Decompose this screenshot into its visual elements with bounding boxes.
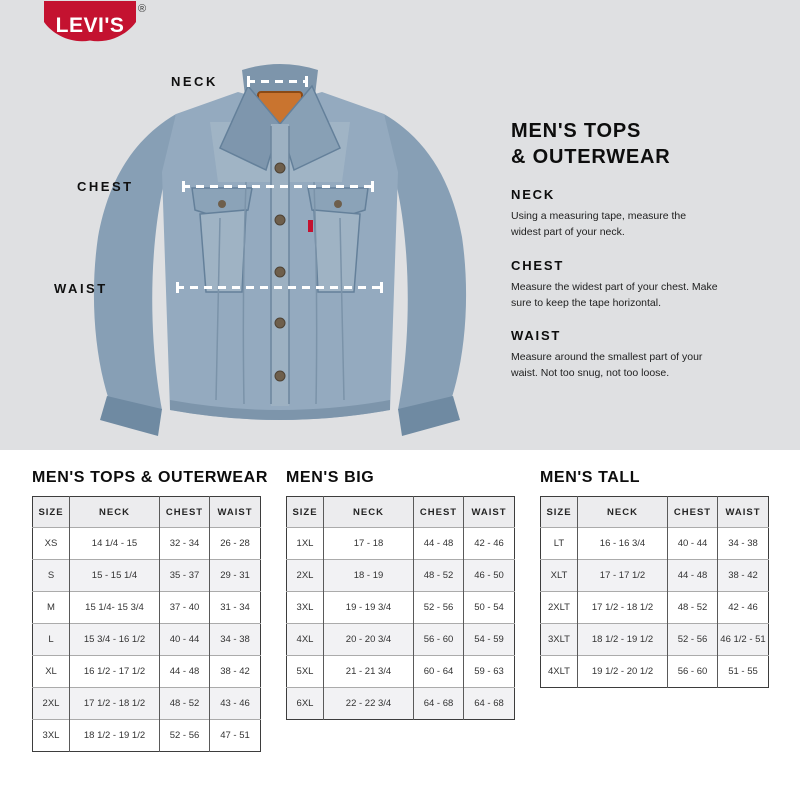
waist-measure-line bbox=[176, 286, 383, 289]
table-row bbox=[287, 656, 515, 688]
range-cell: 54 - 59 bbox=[464, 624, 515, 656]
size-chart-table bbox=[286, 496, 515, 720]
neck-instruction-text: widest part of your neck. bbox=[511, 226, 625, 239]
size-cell: 4XLT bbox=[541, 656, 578, 688]
column-header: CHEST bbox=[160, 497, 210, 528]
table-row bbox=[33, 624, 261, 656]
range-cell: 35 - 37 bbox=[160, 560, 210, 592]
range-cell: 52 - 56 bbox=[160, 720, 210, 752]
chest-instruction-text: Measure the widest part of your chest. Make bbox=[511, 280, 718, 293]
range-cell: 42 - 46 bbox=[464, 528, 515, 560]
chest-instruction-section bbox=[511, 258, 763, 312]
table-row bbox=[541, 656, 769, 688]
range-cell: 26 - 28 bbox=[210, 528, 261, 560]
range-cell: 34 - 38 bbox=[718, 528, 769, 560]
range-cell: 17 - 18 bbox=[324, 528, 414, 560]
range-cell: 40 - 44 bbox=[668, 528, 718, 560]
table-row bbox=[33, 560, 261, 592]
table-row bbox=[33, 656, 261, 688]
neck-instruction-heading: NECK bbox=[511, 187, 556, 202]
range-cell: 59 - 63 bbox=[464, 656, 515, 688]
column-header: SIZE bbox=[33, 497, 70, 528]
table-title: MEN'S BIG bbox=[286, 469, 375, 486]
column-header: WAIST bbox=[718, 497, 769, 528]
range-cell: 18 - 19 bbox=[324, 560, 414, 592]
size-cell: L bbox=[33, 624, 70, 656]
range-cell: 15 3/4 - 16 1/2 bbox=[70, 624, 160, 656]
header-row bbox=[541, 497, 769, 528]
range-cell: 34 - 38 bbox=[210, 624, 261, 656]
range-cell: 42 - 46 bbox=[718, 592, 769, 624]
range-cell: 46 - 50 bbox=[464, 560, 515, 592]
table-row bbox=[287, 528, 515, 560]
size-table-big bbox=[286, 469, 515, 720]
range-cell: 50 - 54 bbox=[464, 592, 515, 624]
header-row bbox=[33, 497, 261, 528]
instructions-title-line1: MEN'S TOPS bbox=[511, 120, 642, 142]
range-cell: 48 - 52 bbox=[668, 592, 718, 624]
size-cell: 4XL bbox=[287, 624, 324, 656]
instructions-title bbox=[511, 118, 763, 170]
table-row bbox=[287, 592, 515, 624]
column-header: CHEST bbox=[668, 497, 718, 528]
range-cell: 47 - 51 bbox=[210, 720, 261, 752]
size-cell: 5XL bbox=[287, 656, 324, 688]
range-cell: 43 - 46 bbox=[210, 688, 261, 720]
measuring-instructions bbox=[511, 118, 763, 382]
range-cell: 60 - 64 bbox=[414, 656, 464, 688]
waist-measure-label: WAIST bbox=[54, 281, 108, 296]
range-cell: 56 - 60 bbox=[414, 624, 464, 656]
size-cell: S bbox=[33, 560, 70, 592]
size-cell: 3XL bbox=[33, 720, 70, 752]
table-title: MEN'S TOPS & OUTERWEAR bbox=[32, 469, 268, 486]
range-cell: 15 1/4- 15 3/4 bbox=[70, 592, 160, 624]
waist-instruction-text: Measure around the smallest part of your bbox=[511, 351, 703, 364]
neck-measure-label: NECK bbox=[171, 74, 218, 89]
size-cell: 2XLT bbox=[541, 592, 578, 624]
range-cell: 44 - 48 bbox=[160, 656, 210, 688]
column-header: NECK bbox=[578, 497, 668, 528]
range-cell: 15 - 15 1/4 bbox=[70, 560, 160, 592]
chest-instruction-text: sure to keep the tape horizontal. bbox=[511, 296, 662, 309]
range-cell: 19 1/2 - 20 1/2 bbox=[578, 656, 668, 688]
range-cell: 14 1/4 - 15 bbox=[70, 528, 160, 560]
table-row bbox=[33, 592, 261, 624]
range-cell: 52 - 56 bbox=[414, 592, 464, 624]
column-header: WAIST bbox=[464, 497, 515, 528]
chest-instruction-heading: CHEST bbox=[511, 257, 565, 273]
size-cell: XL bbox=[33, 656, 70, 688]
column-header: SIZE bbox=[287, 497, 324, 528]
range-cell: 56 - 60 bbox=[668, 656, 718, 688]
table-title: MEN'S TALL bbox=[540, 469, 641, 486]
range-cell: 20 - 20 3/4 bbox=[324, 624, 414, 656]
size-table-tops-outerwear bbox=[32, 469, 268, 752]
waist-instruction-text: waist. Not too snug, not too loose. bbox=[511, 367, 670, 380]
range-cell: 29 - 31 bbox=[210, 560, 261, 592]
range-cell: 17 1/2 - 18 1/2 bbox=[578, 592, 668, 624]
table-row bbox=[541, 528, 769, 560]
size-cell: 2XL bbox=[33, 688, 70, 720]
table-row bbox=[287, 560, 515, 592]
table-row bbox=[287, 624, 515, 656]
jacket-image bbox=[70, 52, 490, 444]
range-cell: 38 - 42 bbox=[718, 560, 769, 592]
size-chart-table bbox=[540, 496, 769, 688]
size-table-tall bbox=[540, 469, 769, 688]
size-cell: XLT bbox=[541, 560, 578, 592]
column-header: NECK bbox=[70, 497, 160, 528]
range-cell: 64 - 68 bbox=[414, 688, 464, 720]
column-header: CHEST bbox=[414, 497, 464, 528]
size-cell: XS bbox=[33, 528, 70, 560]
range-cell: 37 - 40 bbox=[160, 592, 210, 624]
range-cell: 32 - 34 bbox=[160, 528, 210, 560]
range-cell: 17 - 17 1/2 bbox=[578, 560, 668, 592]
range-cell: 19 - 19 3/4 bbox=[324, 592, 414, 624]
table-row bbox=[541, 592, 769, 624]
range-cell: 16 1/2 - 17 1/2 bbox=[70, 656, 160, 688]
table-row bbox=[33, 720, 261, 752]
column-header: WAIST bbox=[210, 497, 261, 528]
range-cell: 38 - 42 bbox=[210, 656, 261, 688]
header-row bbox=[287, 497, 515, 528]
waist-instruction-heading: WAIST bbox=[511, 328, 562, 344]
range-cell: 21 - 21 3/4 bbox=[324, 656, 414, 688]
range-cell: 64 - 68 bbox=[464, 688, 515, 720]
size-cell: M bbox=[33, 592, 70, 624]
size-cell: 1XL bbox=[287, 528, 324, 560]
neck-measure-line bbox=[247, 80, 308, 83]
range-cell: 48 - 52 bbox=[160, 688, 210, 720]
waist-instruction-section bbox=[511, 328, 763, 382]
size-cell: 6XL bbox=[287, 688, 324, 720]
column-header: SIZE bbox=[541, 497, 578, 528]
table-row bbox=[541, 624, 769, 656]
table-row bbox=[287, 688, 515, 720]
instructions-title-line2: & OUTERWEAR bbox=[511, 146, 671, 168]
column-header: NECK bbox=[324, 497, 414, 528]
chest-measure-label: CHEST bbox=[77, 179, 134, 194]
range-cell: 48 - 52 bbox=[414, 560, 464, 592]
red-tab bbox=[308, 220, 313, 232]
range-cell: 16 - 16 3/4 bbox=[578, 528, 668, 560]
range-cell: 31 - 34 bbox=[210, 592, 261, 624]
size-chart-table bbox=[32, 496, 261, 752]
chest-measure-line bbox=[182, 185, 374, 188]
range-cell: 46 1/2 - 51 bbox=[718, 624, 769, 656]
levis-wordmark: LEVI'S bbox=[55, 14, 125, 37]
table-row bbox=[33, 688, 261, 720]
range-cell: 17 1/2 - 18 1/2 bbox=[70, 688, 160, 720]
range-cell: 44 - 48 bbox=[668, 560, 718, 592]
range-cell: 40 - 44 bbox=[160, 624, 210, 656]
range-cell: 51 - 55 bbox=[718, 656, 769, 688]
range-cell: 18 1/2 - 19 1/2 bbox=[70, 720, 160, 752]
range-cell: 22 - 22 3/4 bbox=[324, 688, 414, 720]
range-cell: 52 - 56 bbox=[668, 624, 718, 656]
table-row bbox=[33, 528, 261, 560]
range-cell: 44 - 48 bbox=[414, 528, 464, 560]
size-cell: LT bbox=[541, 528, 578, 560]
size-cell: 3XLT bbox=[541, 624, 578, 656]
range-cell: 18 1/2 - 19 1/2 bbox=[578, 624, 668, 656]
neck-instruction-text: Using a measuring tape, measure the bbox=[511, 210, 687, 222]
neck-instruction-section bbox=[511, 187, 763, 241]
registered-mark: ® bbox=[137, 3, 147, 15]
levis-logo bbox=[42, 0, 150, 52]
table-row bbox=[541, 560, 769, 592]
size-cell: 3XL bbox=[287, 592, 324, 624]
size-cell: 2XL bbox=[287, 560, 324, 592]
